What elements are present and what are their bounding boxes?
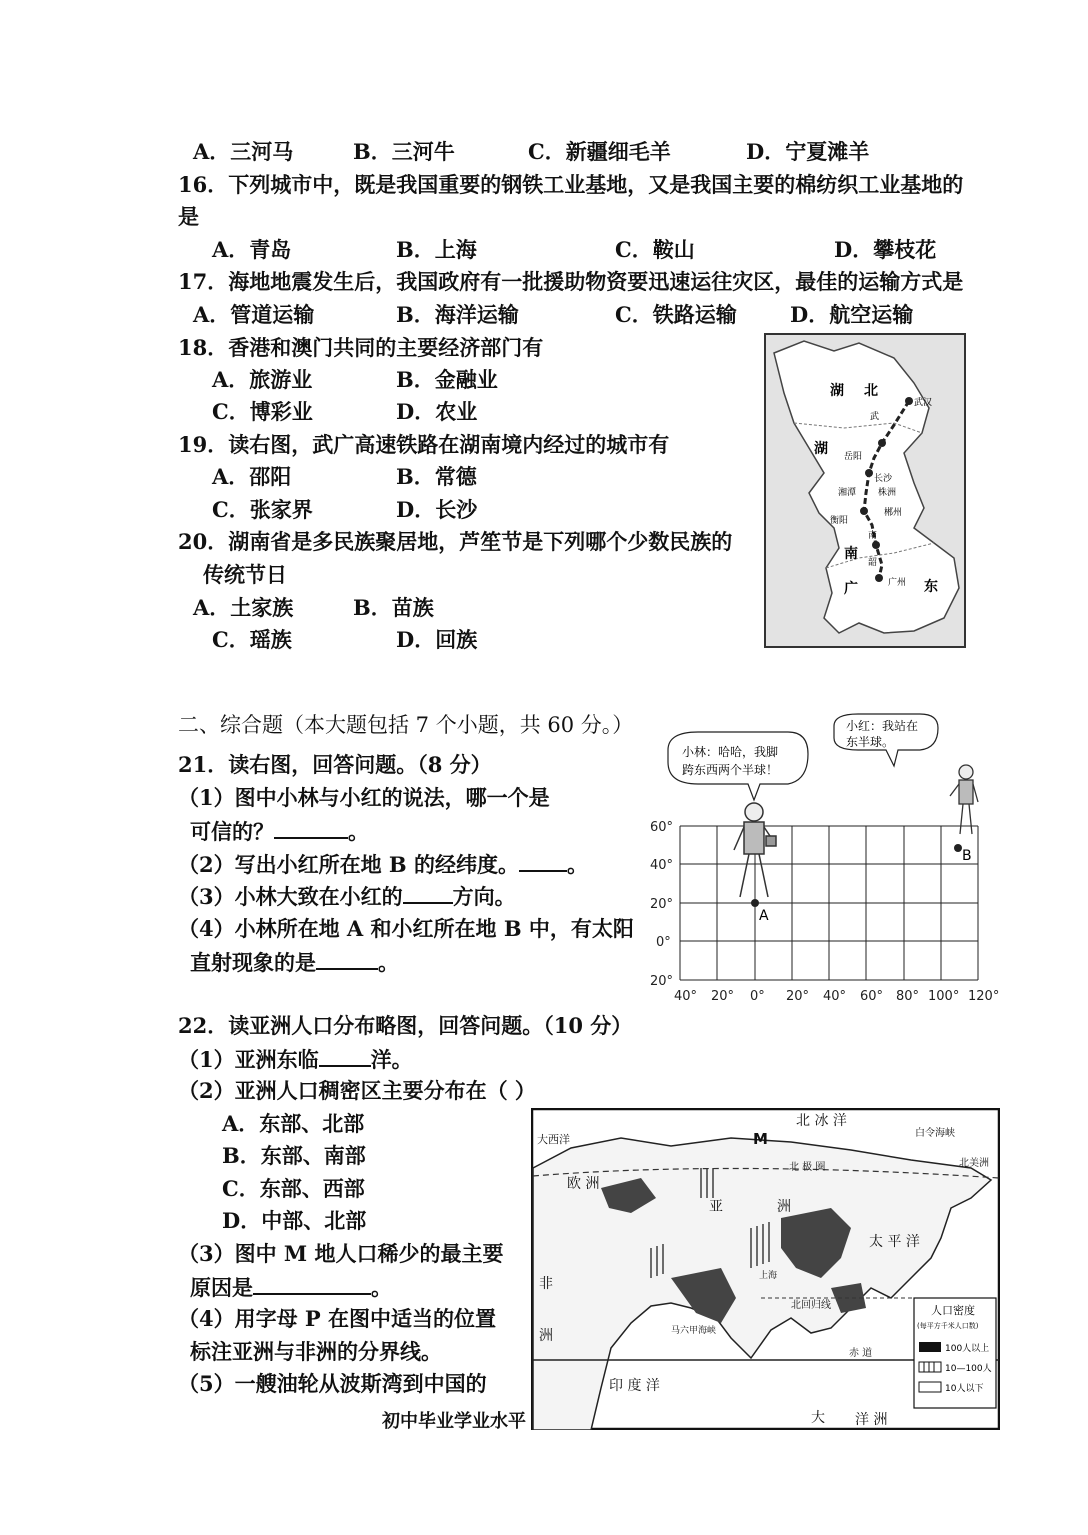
point-a-dot [751, 899, 759, 907]
q16-option-a: A．青岛 [212, 237, 292, 262]
q16-stem-cont: 是 [178, 204, 199, 229]
point-b-dot [954, 844, 962, 852]
q19-stem: 19．读右图，武广高速铁路在湖南境内经过的城市有 [178, 432, 670, 457]
label-oceania-1: 大 [811, 1410, 825, 1426]
legend-high: 100人以上 [945, 1344, 990, 1354]
q20-option-c: C．瑶族 [212, 627, 292, 652]
q21-stem: 21．读右图，回答问题。（8 分） [178, 752, 492, 777]
q22-part3-cont: 原因是 。 [190, 1275, 392, 1300]
asia-population-map [531, 1108, 1000, 1430]
map-label: 广州 [888, 578, 907, 588]
legend-subtitle: (每平方千米人口数) [917, 1322, 979, 1330]
label-malacca: 马六甲海峡 [671, 1326, 717, 1336]
answer-blank[interactable] [519, 850, 567, 872]
answer-blank[interactable] [253, 1273, 371, 1295]
point-a-label: A [759, 908, 769, 924]
map-label: 郴州 [884, 508, 903, 518]
answer-blank[interactable] [316, 948, 378, 970]
q20-stem: 20．湖南省是多民族聚居地，芦笙节是下列哪个少数民族的 [178, 529, 733, 554]
q16-option-b: B．上海 [396, 237, 477, 262]
city-dot-guangzhou [875, 574, 883, 582]
q16-option-d: D．攀枝花 [834, 237, 937, 262]
label-arctic-circle: 北 极 圈 [789, 1162, 826, 1173]
q18-option-a: A．旅游业 [212, 367, 313, 392]
q22-option-b: B．东部、南部 [222, 1143, 366, 1168]
legend-swatch-low [919, 1382, 941, 1392]
q19-option-c: C．张家界 [212, 497, 313, 522]
map-label: 湖 [830, 383, 844, 399]
q21-part1: （1）图中小林与小红的说法，哪一个是 [178, 785, 550, 810]
label-bering: 白令海峡 [915, 1128, 955, 1139]
answer-blank[interactable] [274, 817, 348, 839]
label-north-america: 北美洲 [959, 1158, 989, 1169]
grid-lines [680, 826, 978, 980]
x-tick: 0° [750, 989, 765, 1004]
map-label: 武汉 [914, 398, 933, 408]
q21-part4: （4）小林所在地 A 和小红所在地 B 中，有太阳 [178, 916, 634, 941]
q20-stem-cont: 传统节日 [203, 562, 287, 587]
q18-option-d: D．农业 [396, 399, 478, 424]
label-oceania-2: 洋 洲 [855, 1412, 888, 1428]
legend-swatch-high [919, 1342, 941, 1352]
q16-option-c: C．鞍山 [615, 237, 695, 262]
bubble-text: 东半球。 [846, 735, 895, 749]
label-pacific: 太 平 洋 [869, 1234, 920, 1250]
legend-mid: 10—100人 [945, 1364, 992, 1374]
q17-option-a: A．管道运输 [193, 302, 315, 327]
x-tick: 40° [674, 989, 698, 1004]
x-tick: 60° [860, 989, 884, 1004]
map-label: 南 [868, 531, 878, 541]
map-label: 广 [844, 581, 858, 597]
label-asia-1: 亚 [709, 1199, 723, 1215]
label-asia-2: 洲 [777, 1199, 791, 1215]
q15-option-b: B．三河牛 [353, 139, 455, 164]
label-atlantic: 大西洋 [537, 1133, 570, 1146]
bubble-text: 跨东西两个半球！ [682, 763, 779, 777]
q20-option-d: D．回族 [396, 627, 478, 652]
q15-option-c: C．新疆细毛羊 [528, 139, 671, 164]
q22-option-a: A．东部、北部 [222, 1111, 365, 1136]
q22-option-d: D．中部、北部 [222, 1208, 367, 1233]
city-dot-changsha [865, 469, 873, 477]
hunan-railway-map [764, 333, 966, 648]
map-label: 湖 [814, 441, 828, 457]
map-label: 岳阳 [844, 452, 863, 462]
x-tick: 20° [786, 989, 810, 1004]
city-dot-yueyang [878, 439, 886, 447]
label-indian-ocean: 印 度 洋 [609, 1378, 660, 1394]
population-legend [914, 1298, 996, 1408]
y-tick: 20° [650, 897, 674, 912]
q15-option-d: D．宁夏滩羊 [746, 139, 870, 164]
map-label: 湘潭 [838, 488, 857, 498]
x-tick: 20° [711, 989, 735, 1004]
x-tick: 120° [968, 989, 1000, 1004]
q16-stem: 16．下列城市中，既是我国重要的钢铁工业基地，又是我国主要的棉纺织工业基地的 [178, 172, 964, 197]
q22-stem: 22．读亚洲人口分布略图，回答问题。（10 分） [178, 1013, 633, 1038]
legend-title: 人口密度 [931, 1304, 975, 1317]
map-label: 韶 [868, 558, 878, 568]
q22-part4: （4）用字母 P 在图中适当的位置 [178, 1306, 497, 1331]
q15-option-a: A．三河马 [193, 139, 294, 164]
q21-part3: （3）小林大致在小红的 方向。 [178, 884, 516, 909]
legend-low: 10人以下 [945, 1384, 984, 1394]
city-dot-shaoguan [872, 541, 880, 549]
q17-option-d: D．航空运输 [790, 302, 914, 327]
label-europe: 欧 洲 [567, 1176, 600, 1192]
q21-part1-cont: 可信的？ 。 [190, 819, 369, 844]
answer-blank[interactable] [319, 1045, 371, 1067]
y-tick: 60° [650, 820, 674, 835]
map-label: 武 [870, 412, 880, 422]
map-label: 东 [924, 579, 938, 595]
map-label: 南 [844, 546, 858, 562]
q21-part4-cont: 直射现象的是 。 [190, 950, 399, 975]
legend-swatch-mid [919, 1362, 941, 1372]
city-dot-wuhan [905, 397, 913, 405]
x-tick: 40° [823, 989, 847, 1004]
y-tick: 40° [650, 858, 674, 873]
q18-option-b: B．金融业 [396, 367, 498, 392]
q22-part4-cont: 标注亚洲与非洲的分界线。 [190, 1339, 442, 1364]
map-label: 株洲 [878, 488, 897, 498]
label-m: M [753, 1130, 768, 1148]
q18-stem: 18．香港和澳门共同的主要经济部门有 [178, 335, 544, 360]
page-footer: 初中毕业学业水平 [382, 1411, 526, 1432]
map-label: 长沙 [874, 474, 893, 484]
q18-option-c: C．博彩业 [212, 399, 313, 424]
q17-stem: 17．海地地震发生后，我国政府有一批援助物资要迅速运往灾区，最佳的运输方式是 [178, 269, 964, 294]
q20-option-a: A．土家族 [193, 595, 294, 620]
answer-blank[interactable] [403, 882, 453, 904]
q22-part1: （1）亚洲东临 洋。 [178, 1047, 413, 1072]
bubble-text: 小林：哈哈，我脚 [682, 745, 779, 759]
label-arctic-ocean: 北 冰 洋 [796, 1113, 847, 1129]
point-b-label: B [962, 848, 972, 864]
q19-option-b: B．常德 [396, 464, 477, 489]
map-label: 北 [864, 383, 878, 399]
label-shanghai: 上海 [759, 1271, 778, 1281]
label-tropic: 北回归线 [791, 1300, 831, 1311]
label-equator: 赤 道 [849, 1348, 873, 1359]
city-dot-hengyang [860, 507, 868, 515]
label-africa-1: 非 [539, 1276, 553, 1292]
bubble-text: 小红：我站在 [846, 719, 919, 733]
map-label: 衡阳 [830, 516, 849, 526]
q19-option-d: D．长沙 [396, 497, 478, 522]
section-two-title: 二、综合题（本大题包括 7 个小题，共 60 分。） [178, 713, 634, 737]
label-africa-2: 洲 [539, 1328, 553, 1344]
q22-option-c: C．东部、西部 [222, 1176, 365, 1201]
q22-part2: （2）亚洲人口稠密区主要分布在（ ） [178, 1078, 536, 1103]
x-tick: 100° [928, 989, 960, 1004]
q17-option-c: C．铁路运输 [615, 302, 737, 327]
q22-part5: （5）一艘油轮从波斯湾到中国的 [178, 1371, 487, 1396]
y-tick: 20° [650, 974, 674, 989]
person-xiaohong-icon [950, 765, 978, 834]
lat-long-grid-figure [648, 712, 1008, 1008]
q21-part2: （2）写出小红所在地 B 的经纬度。 。 [178, 852, 588, 877]
x-tick: 80° [896, 989, 920, 1004]
q17-option-b: B．海洋运输 [396, 302, 519, 327]
q19-option-a: A．邵阳 [212, 464, 292, 489]
q20-option-b: B．苗族 [353, 595, 434, 620]
q22-part3: （3）图中 M 地人口稀少的最主要 [178, 1241, 504, 1266]
y-tick: 0° [656, 935, 671, 950]
